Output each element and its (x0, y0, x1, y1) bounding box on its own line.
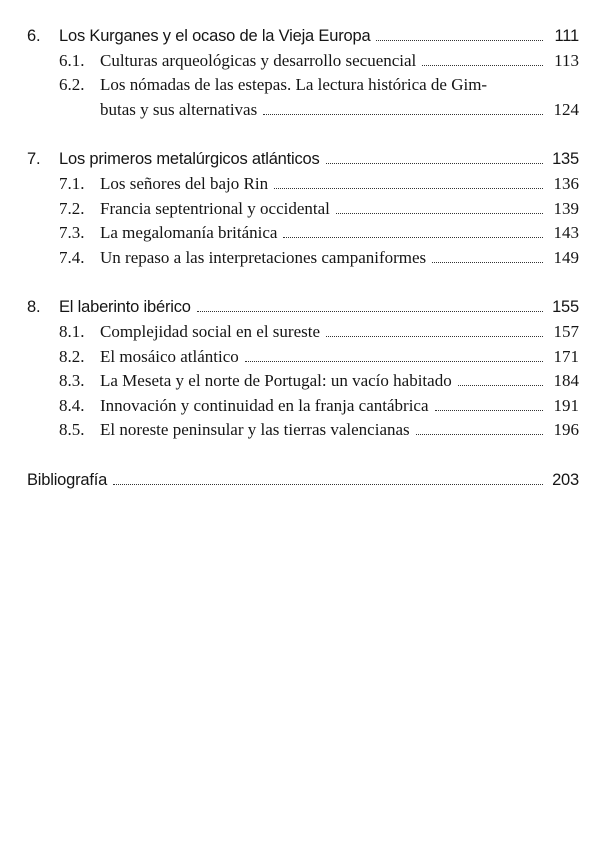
section-title: Culturas arqueológicas y desarrollo secuencial (100, 50, 417, 70)
section-title: La megalomanía británica (100, 223, 278, 243)
dot-leader (326, 336, 543, 337)
chapter-heading[interactable] (27, 295, 579, 320)
chapter-heading[interactable] (27, 147, 579, 172)
section-number: 8.5. (59, 420, 85, 440)
section-entry[interactable] (27, 320, 579, 345)
section-number: 6.1. (59, 50, 85, 70)
dot-leader (422, 65, 543, 66)
section-entry[interactable] (27, 172, 579, 197)
bibliography-entry[interactable] (27, 468, 579, 493)
section-entry[interactable] (27, 73, 579, 122)
page-number: 136 (553, 173, 579, 193)
chapter-number: 7. (27, 150, 41, 169)
section-entry[interactable] (27, 197, 579, 222)
section-title: Los señores del bajo Rin (100, 173, 269, 193)
dot-leader (263, 114, 543, 115)
section-entry[interactable] (27, 246, 579, 271)
page-number: 139 (553, 198, 579, 218)
section-title: Un repaso a las interpretaciones campaniformes (100, 247, 427, 267)
chapter-title: Los primeros metalúrgicos atlánticos (59, 150, 320, 169)
chapter-number: 8. (27, 298, 41, 317)
dot-leader (435, 410, 543, 411)
section-continuation-line (59, 98, 579, 123)
section-entry[interactable] (27, 394, 579, 419)
table-of-contents (27, 24, 579, 493)
dot-leader (326, 163, 543, 164)
section-entry[interactable] (27, 418, 579, 443)
page-number: 184 (553, 371, 579, 391)
page-number: 171 (553, 346, 579, 366)
section-title: El noreste peninsular y las tierras valencianas (100, 420, 410, 440)
chapter-6 (27, 24, 579, 122)
section-number: 7.2. (59, 198, 85, 218)
chapter-7 (27, 147, 579, 270)
page-number: 191 (553, 395, 579, 415)
page-number: 203 (552, 470, 579, 489)
dot-leader (336, 213, 543, 214)
dot-leader (197, 311, 543, 312)
page-number: 113 (554, 50, 579, 70)
section-title: Complejidad social en el sureste (100, 321, 320, 341)
section-number: 8.1. (59, 321, 85, 341)
section-number: 7.3. (59, 223, 85, 243)
chapter-heading[interactable] (27, 24, 579, 49)
page-number: 143 (553, 223, 579, 243)
page-number: 196 (553, 420, 579, 440)
bibliography-title: Bibliografía (27, 470, 108, 489)
page-number: 135 (552, 150, 579, 169)
dot-leader (283, 237, 543, 238)
page-number: 157 (553, 321, 579, 341)
chapter-title: Los Kurganes y el ocaso de la Vieja Europa (59, 27, 371, 45)
section-entry[interactable] (27, 369, 579, 394)
section-number: 8.2. (59, 346, 85, 366)
chapter-8 (27, 295, 579, 443)
section-entry[interactable] (27, 345, 579, 370)
section-title: Innovación y continuidad en la franja cantábrica (100, 395, 429, 415)
chapter-number: 6. (27, 27, 41, 45)
section-title: El mosáico atlántico (100, 346, 239, 366)
section-title: Francia septentrional y occidental (100, 198, 330, 218)
section-title: La Meseta y el norte de Portugal: un vacío habitado (100, 371, 452, 391)
dot-leader (416, 434, 543, 435)
section-title-line1: Los nómadas de las estepas. La lectura histórica de Gim- (100, 75, 488, 95)
dot-leader (274, 188, 543, 189)
section-number: 6.2. (59, 75, 85, 95)
page-number: 149 (553, 247, 579, 267)
section-number: 7.1. (59, 173, 85, 193)
dot-leader (376, 40, 543, 41)
section-number: 8.4. (59, 395, 85, 415)
dot-leader (245, 361, 543, 362)
section-title-line2: butas y sus alternativas (100, 99, 258, 119)
page-number: 111 (554, 27, 579, 45)
dot-leader (432, 262, 543, 263)
section-first-line (59, 73, 579, 98)
section-entry[interactable] (27, 221, 579, 246)
page-number: 155 (552, 298, 579, 317)
section-entry[interactable] (27, 49, 579, 74)
chapter-title: El laberinto ibérico (59, 298, 191, 317)
section-number: 7.4. (59, 247, 85, 267)
page-number: 124 (553, 99, 579, 119)
section-number: 8.3. (59, 371, 85, 391)
dot-leader (458, 385, 543, 386)
dot-leader (113, 484, 543, 485)
